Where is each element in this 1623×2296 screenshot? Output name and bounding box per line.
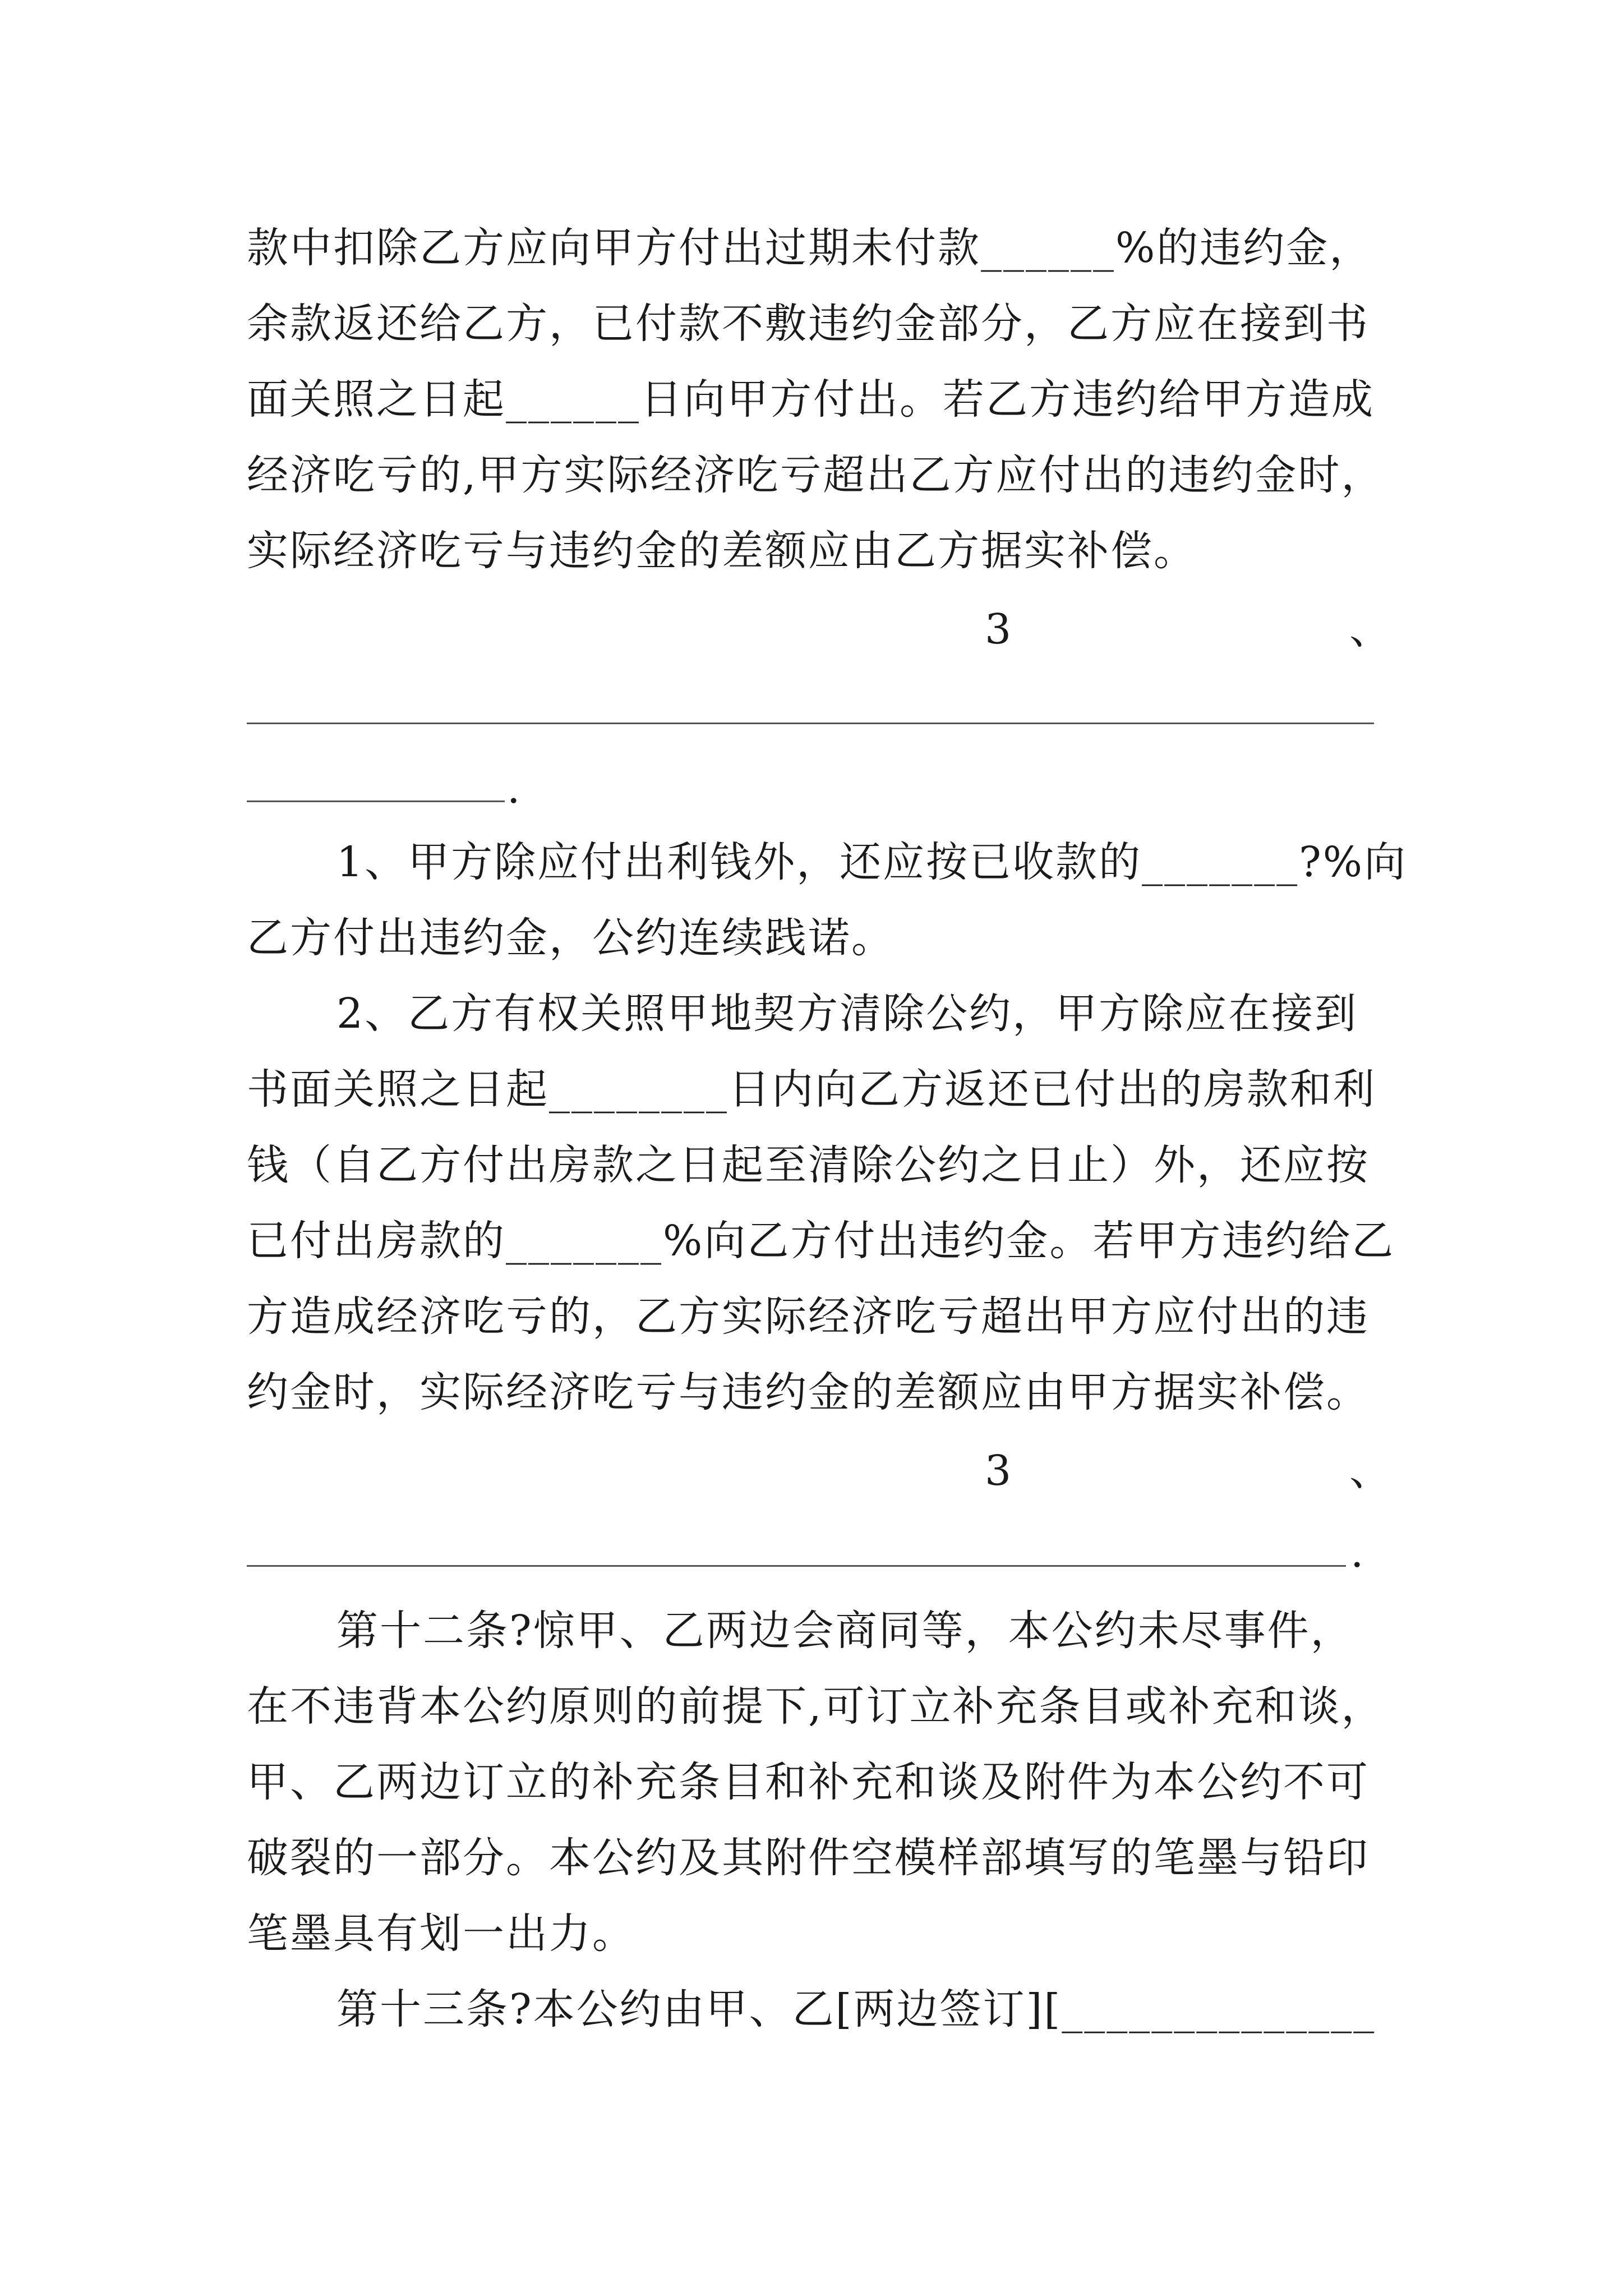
paragraph-line: 甲、乙两边订立的补充条目和补充和谈及附件为本公约不可 [247, 1758, 1370, 1806]
paragraph-line: 第十三条?本公约由甲、乙[两边签订][______________ [336, 1985, 1376, 2033]
fill-in-blank-line [247, 1565, 1346, 1567]
paragraph-line: 书面关照之日起________日内向乙方返还已付出的房款和利 [247, 1065, 1376, 1114]
paragraph-line: 约金时，实际经济吃亏与违约金的差额应由甲方据实补偿。 [247, 1368, 1370, 1416]
paragraph-line: 1、甲方除应付出利钱外，还应按已收款的_______?%向 [336, 838, 1408, 886]
end-period: . [1350, 1529, 1364, 1577]
fill-in-blank-line [247, 723, 1374, 724]
enumeration-comma: 、 [1349, 605, 1391, 654]
clause-number: 3 [985, 605, 1012, 654]
paragraph-line: 2、乙方有权关照甲地契方清除公约，甲方除应在接到 [336, 990, 1358, 1038]
paragraph-line: 已付出房款的_______%向乙方付出违约金。若甲方违约给乙 [247, 1217, 1395, 1265]
paragraph-line: 面关照之日起______日向甲方付出。若乙方违约给甲方造成 [247, 375, 1375, 424]
paragraph-line: 钱（自乙方付出房款之日起至清除公约之日止）外，还应按 [247, 1141, 1370, 1189]
paragraph-line: 方造成经济吃亏的，乙方实际经济吃亏超出甲方应付出的违 [247, 1292, 1370, 1341]
paragraph-line: 乙方付出违约金，公约连续践诺。 [247, 914, 895, 962]
paragraph-line: 在不违背本公约原则的前提下,可订立补充条目或补充和谈， [247, 1682, 1385, 1731]
paragraph-line: 实际经济吃亏与违约金的差额应由乙方据实补偿。 [247, 527, 1197, 575]
paragraph-line: 款中扣除乙方应向甲方付出过期未付款______%的违约金， [247, 224, 1373, 272]
fill-in-blank-line [247, 800, 505, 802]
end-period: . [507, 765, 520, 813]
paragraph-line: 余款返还给乙方，已付款不敷违约金部分，乙方应在接到书 [247, 300, 1370, 348]
paragraph-line: 经济吃亏的,甲方实际经济吃亏超出乙方应付出的违约金时， [247, 451, 1385, 499]
paragraph-line: 笔墨具有划一出力。 [247, 1910, 635, 1958]
clause-number: 3 [985, 1447, 1012, 1495]
blank-clause-number-line [247, 601, 1391, 657]
enumeration-comma: 、 [1349, 1447, 1391, 1495]
blank-clause-number-line [247, 1443, 1391, 1499]
paragraph-line: 破裂的一部分。本公约及其附件空模样部填写的笔墨与铅印 [247, 1834, 1370, 1882]
paragraph-line: 第十二条?惊甲、乙两边会商同等，本公约未尽事件， [336, 1607, 1354, 1655]
